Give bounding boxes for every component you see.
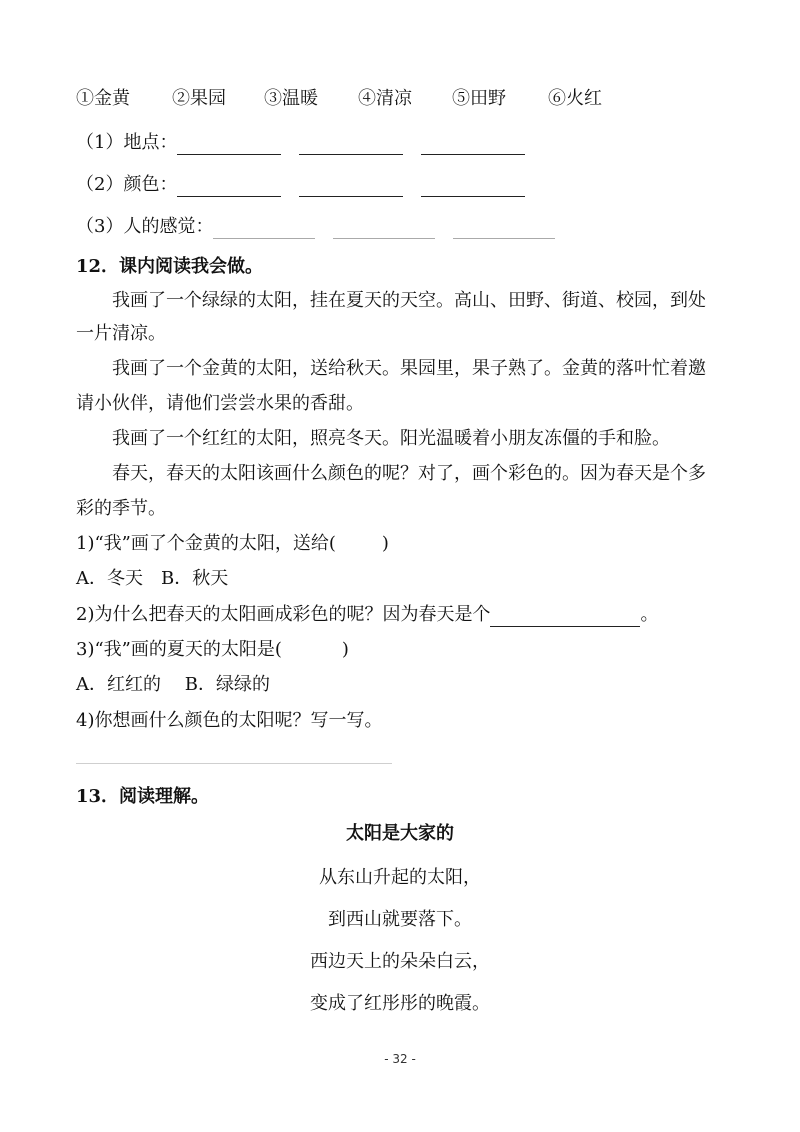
question-1-options: A．冬天 B．秋天 [76, 568, 229, 589]
option-2: ②果园 [172, 88, 226, 109]
passage-line: 一片清凉。 [76, 323, 166, 344]
poem-title: 太阳是大家的 [346, 823, 454, 844]
answer-blank[interactable] [299, 136, 403, 155]
item-label: （1）地点： [76, 132, 178, 153]
paren-close: ) [341, 639, 349, 660]
q13-title: 13．阅读理解。 [76, 786, 210, 807]
question-text: 3)“我”画的夏天的太阳是( [76, 639, 282, 660]
paren-close: ) [381, 533, 389, 554]
question-2 [76, 603, 658, 627]
answer-blank[interactable] [453, 220, 555, 239]
question-4: 4)你想画什么颜色的太阳呢？写一写。 [76, 710, 383, 731]
option-4: ④清凉 [358, 88, 412, 109]
passage-line: 我画了一个绿绿的太阳，挂在夏天的天空。高山、田野、街道、校园，到处 [112, 290, 706, 311]
option-6: ⑥火红 [548, 88, 602, 109]
answer-blank[interactable] [490, 608, 640, 627]
poem-line: 西边天上的朵朵白云， [310, 951, 490, 972]
question-1 [76, 532, 389, 556]
answer-blank[interactable] [213, 220, 315, 239]
passage-line: 我画了一个金黄的太阳，送给秋天。果园里，果子熟了。金黄的落叶忙着邀 [112, 358, 706, 379]
question-3 [76, 638, 349, 662]
passage-line: 彩的季节。 [76, 498, 166, 519]
passage-line: 请小伙伴，请他们尝尝水果的香甜。 [76, 393, 364, 414]
answer-blank[interactable] [421, 136, 525, 155]
poem-line: 从东山升起的太阳， [319, 867, 481, 888]
option-3: ③温暖 [264, 88, 318, 109]
question-text: 1)“我”画了个金黄的太阳，送给( [76, 533, 336, 554]
item-label: （2）颜色： [76, 174, 178, 195]
answer-blank[interactable] [333, 220, 435, 239]
item-label: （3）人的感觉： [76, 216, 214, 237]
question-text: 2)为什么把春天的太阳画成彩色的呢？因为春天是个 [76, 604, 491, 625]
period: 。 [640, 604, 659, 625]
item-color [76, 173, 525, 197]
answer-blank[interactable] [177, 178, 281, 197]
item-location [76, 131, 525, 155]
passage-line: 春天，春天的太阳该画什么颜色的呢？对了，画个彩色的。因为春天是个多 [112, 463, 706, 484]
q12-title: 12．课内阅读我会做。 [76, 256, 264, 277]
passage-line: 我画了一个红红的太阳，照亮冬天。阳光温暖着小朋友冻僵的手和脸。 [112, 428, 670, 449]
option-list [76, 87, 602, 111]
poem-line: 变成了红彤彤的晚霞。 [310, 993, 490, 1014]
answer-blank[interactable] [421, 178, 525, 197]
option-5: ⑤田野 [452, 88, 506, 109]
answer-line[interactable] [76, 763, 392, 764]
poem-line: 到西山就要落下。 [328, 909, 472, 930]
question-3-options: A．红红的 B．绿绿的 [76, 674, 270, 695]
page-number: - 32 - [384, 1052, 416, 1066]
answer-blank[interactable] [299, 178, 403, 197]
answer-blank[interactable] [177, 136, 281, 155]
option-1: ①金黄 [76, 88, 130, 109]
item-feeling [76, 215, 555, 239]
